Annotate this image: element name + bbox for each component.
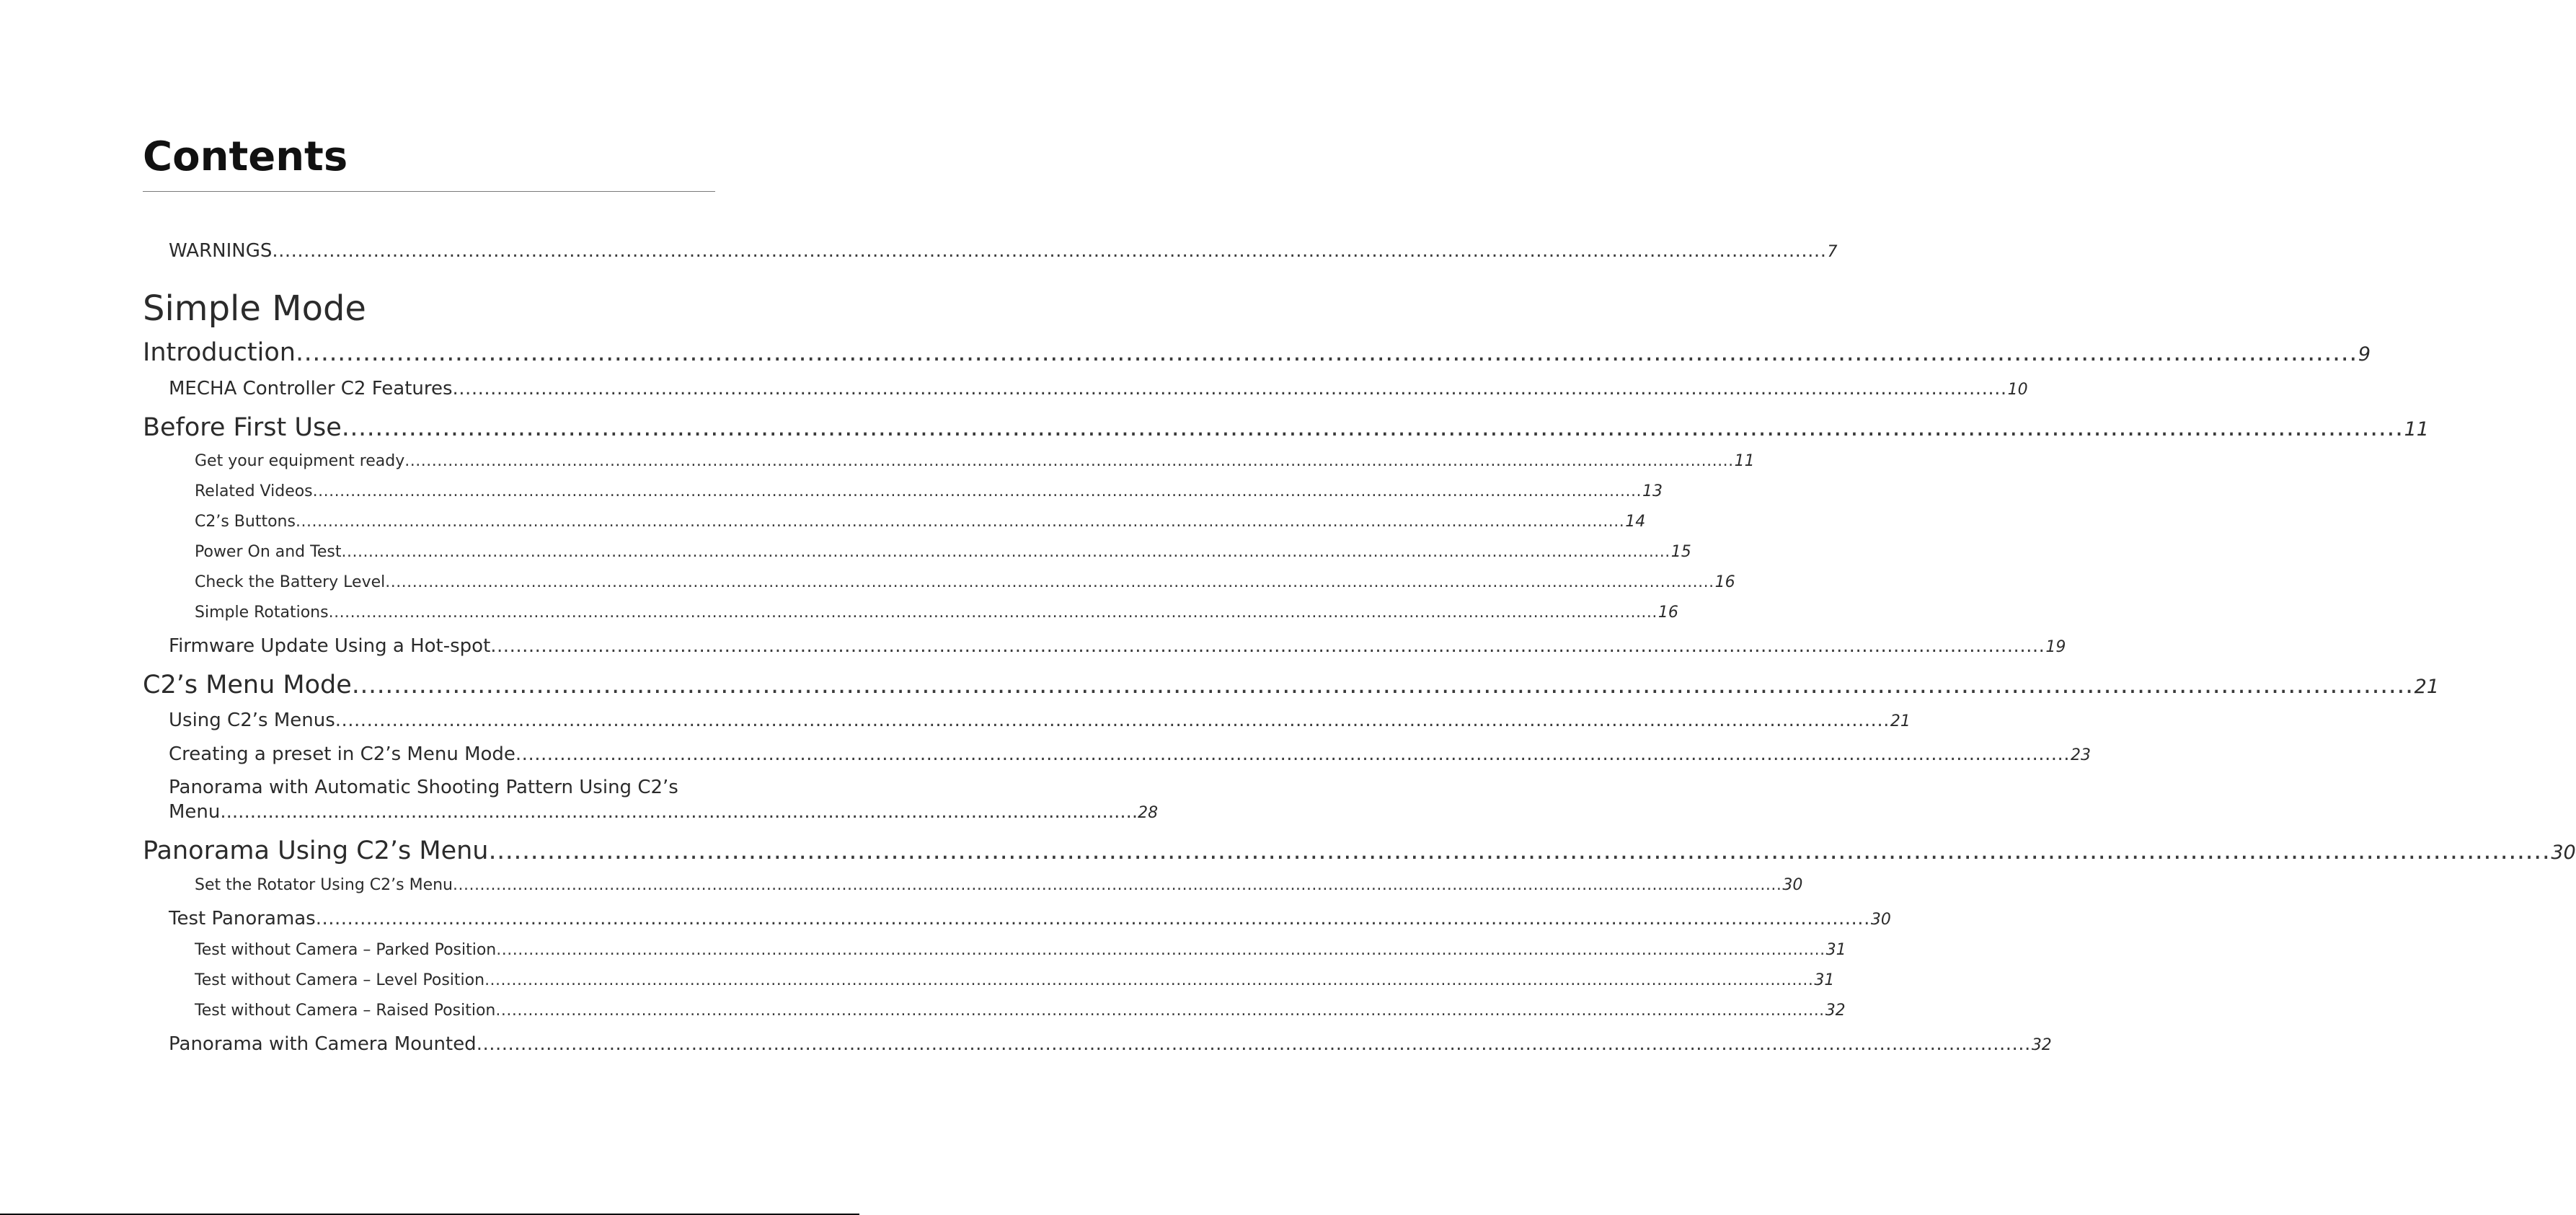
- toc-entry-line: [169, 801, 1159, 823]
- dot-leader: [477, 1033, 2031, 1055]
- toc-entry[interactable]: [169, 777, 1159, 823]
- dot-leader: [335, 710, 1890, 731]
- toc-entry[interactable]: [195, 941, 1846, 959]
- dot-leader: [404, 452, 1733, 470]
- toc-page-number: 21: [2414, 676, 2440, 698]
- toc-page-number: 11: [2404, 418, 2429, 441]
- toc-entry-label: Get your equipment ready: [195, 452, 405, 470]
- toc-entry[interactable]: [195, 876, 1803, 894]
- toc-entry-label: Test without Camera – Raised Position: [195, 1002, 496, 1020]
- toc-page-number: 23: [2071, 746, 2092, 764]
- toc-page-number: 15: [1670, 543, 1691, 561]
- toc-entry-label: Related Videos: [195, 482, 313, 500]
- toc-entry[interactable]: [169, 710, 1911, 731]
- toc-entry[interactable]: [195, 573, 1735, 591]
- toc-page-number: 16: [1714, 573, 1735, 591]
- dot-leader: [484, 971, 1813, 989]
- toc-entry-label: Panorama with Camera Mounted: [169, 1033, 477, 1055]
- toc-entry-label: Panorama Using C2’s Menu: [143, 836, 489, 865]
- toc-entry[interactable]: [195, 482, 1663, 500]
- dot-leader: [313, 482, 1642, 500]
- dot-leader: [385, 573, 1714, 591]
- toc-page-number: 19: [2045, 638, 2066, 656]
- toc-entry-label: Introduction: [143, 338, 296, 367]
- toc-page-number: 9: [2358, 343, 2371, 366]
- toc-entry[interactable]: [195, 604, 1678, 622]
- toc-entry-warnings[interactable]: [169, 240, 1838, 262]
- toc-page-number: 32: [1825, 1002, 1846, 1020]
- toc-entry[interactable]: [195, 513, 1646, 531]
- toc-entry[interactable]: [195, 452, 1755, 470]
- toc-page-number: 11: [1734, 452, 1755, 470]
- toc-entry[interactable]: [143, 413, 2429, 442]
- toc-page-number: 30: [1782, 876, 1803, 894]
- toc-page-number: 30: [2551, 841, 2576, 864]
- toc-page-number: 13: [1642, 482, 1663, 500]
- toc-page-number: 10: [2007, 381, 2028, 399]
- dot-leader: [453, 378, 2007, 399]
- dot-leader: [490, 635, 2045, 657]
- toc-entry-label: WARNINGS: [169, 240, 273, 262]
- toc-entry-label: C2’s Buttons: [195, 513, 296, 531]
- toc-entry-label: Menu: [169, 801, 221, 823]
- toc-entry-label: C2’s Menu Mode: [143, 671, 352, 699]
- toc-page-number: 21: [1890, 712, 1911, 730]
- toc-page-number: 30: [1870, 911, 1891, 929]
- toc-page-number: 31: [1814, 971, 1835, 989]
- dot-leader: [342, 413, 2404, 442]
- toc-entry-label: Test without Camera – Level Position: [195, 971, 485, 989]
- section-heading: Simple Mode: [143, 288, 366, 329]
- toc-entry-label: Creating a preset in C2’s Menu Mode: [169, 743, 515, 765]
- dot-leader: [352, 671, 2414, 699]
- toc-entry[interactable]: [195, 543, 1691, 561]
- toc-entry-label: Panorama with Automatic Shooting Pattern Using C2’s: [169, 777, 678, 798]
- dot-leader: [495, 1002, 1824, 1020]
- toc-entry[interactable]: [143, 836, 2576, 865]
- toc-page-number: 16: [1657, 604, 1678, 622]
- dot-leader: [488, 836, 2550, 865]
- toc-entry[interactable]: [195, 971, 1835, 989]
- toc-entry[interactable]: [169, 1033, 2052, 1055]
- dot-leader: ..........................................................................................................................................................: [220, 801, 1138, 823]
- toc: [143, 0, 2576, 1215]
- toc-entry-label: Using C2’s Menus: [169, 710, 335, 731]
- toc-entry-label: Power On and Test: [195, 543, 342, 561]
- toc-page-number: 14: [1625, 513, 1646, 531]
- toc-page-number: 28: [1138, 804, 1159, 822]
- dot-leader: [341, 543, 1670, 561]
- toc-page-number: 31: [1825, 941, 1846, 959]
- page-title: Contents: [143, 133, 348, 180]
- dot-leader: [515, 743, 2070, 765]
- toc-entry-label: Firmware Update Using a Hot-spot: [169, 635, 491, 657]
- toc-entry[interactable]: [169, 635, 2066, 657]
- toc-entry[interactable]: [143, 338, 2371, 367]
- toc-entry[interactable]: [169, 743, 2092, 765]
- dot-leader: [316, 908, 1870, 929]
- toc-entry[interactable]: [169, 378, 2028, 399]
- toc-entry[interactable]: [143, 671, 2440, 699]
- toc-entry[interactable]: [169, 908, 1891, 929]
- toc-entry-label: Simple Rotations: [195, 604, 329, 622]
- toc-page-number: 32: [2031, 1036, 2052, 1054]
- dot-leader: [453, 876, 1781, 894]
- toc-entry-label: Set the Rotator Using C2’s Menu: [195, 876, 453, 894]
- toc-entry-label: MECHA Controller C2 Features: [169, 378, 453, 399]
- dot-leader: [329, 604, 1657, 622]
- dot-leader: [496, 941, 1825, 959]
- toc-entry-label: Test without Camera – Parked Position: [195, 941, 497, 959]
- toc-entry-label: Check the Battery Level: [195, 573, 386, 591]
- dot-leader: [296, 338, 2358, 367]
- toc-entry-label: Test Panoramas: [169, 908, 316, 929]
- toc-page-number: 7: [1827, 243, 1838, 261]
- dot-leader: [296, 513, 1624, 531]
- toc-entry-label: Before First Use: [143, 413, 342, 442]
- toc-entry[interactable]: [195, 1002, 1846, 1020]
- dot-leader: [272, 240, 1826, 262]
